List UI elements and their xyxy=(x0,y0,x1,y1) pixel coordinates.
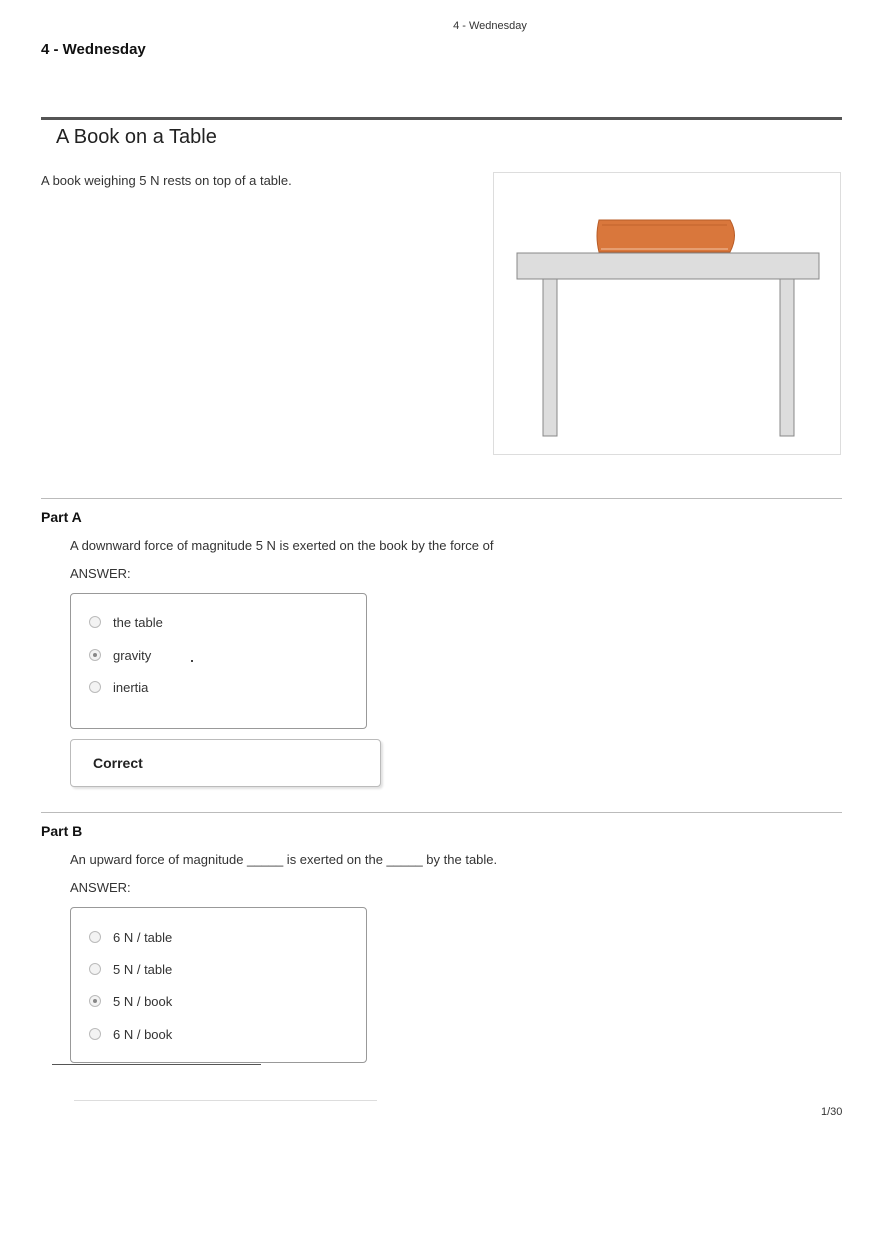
choice-inertia[interactable] xyxy=(89,677,148,697)
part-b-choices xyxy=(70,907,367,1063)
part-a-title: Part A xyxy=(41,509,82,525)
problem-title: A Book on a Table xyxy=(56,126,217,148)
part-a-choices xyxy=(70,593,367,729)
table-leg-left xyxy=(543,279,557,436)
radio-button[interactable] xyxy=(89,616,101,628)
page-number: 1/30 xyxy=(821,1106,843,1118)
stray-dot xyxy=(191,660,193,662)
choice-label: inertia xyxy=(113,679,149,695)
part-b-title: Part B xyxy=(41,823,83,839)
part-b-answer-label: ANSWER: xyxy=(70,880,131,895)
part-a-question: A downward force of magnitude 5 N is exerted on the book by the force of xyxy=(70,538,494,553)
choice-label: the table xyxy=(113,614,163,630)
choice-label: gravity xyxy=(113,647,152,663)
book-on-table-figure xyxy=(493,172,841,455)
table-leg-right xyxy=(780,279,794,436)
choice-6n-book[interactable] xyxy=(89,1024,172,1044)
choice-5n-table[interactable] xyxy=(89,959,172,979)
book-on-table-illustration xyxy=(494,173,840,454)
choice-label: 6 N / table xyxy=(113,929,173,945)
stray-line-dark xyxy=(52,1064,261,1065)
problem-text: A book weighing 5 N rests on top of a table. xyxy=(41,173,292,188)
radio-button[interactable] xyxy=(89,931,101,943)
choice-label: 6 N / book xyxy=(113,1026,173,1042)
part-b-divider xyxy=(41,812,842,813)
radio-button[interactable] xyxy=(89,1028,101,1040)
document-title: 4 - Wednesday xyxy=(41,41,146,58)
part-a-divider xyxy=(41,498,842,499)
part-a-answer-label: ANSWER: xyxy=(70,566,131,581)
feedback-box xyxy=(70,739,381,787)
choice-label: 5 N / book xyxy=(113,993,173,1009)
choice-gravity[interactable] xyxy=(89,645,151,665)
choice-the-table[interactable] xyxy=(89,612,163,632)
part-b-question: An upward force of magnitude _____ is exerted on the _____ by the table. xyxy=(70,852,498,867)
choice-6n-table[interactable] xyxy=(89,927,172,947)
choice-label: 5 N / table xyxy=(113,961,173,977)
title-divider xyxy=(41,117,842,120)
radio-button-selected[interactable] xyxy=(89,649,101,661)
print-header: 4 - Wednesday xyxy=(453,20,527,32)
radio-button[interactable] xyxy=(89,963,101,975)
feedback-text: Correct xyxy=(93,755,143,771)
stray-line-light xyxy=(74,1100,377,1101)
radio-button[interactable] xyxy=(89,681,101,693)
choice-5n-book[interactable] xyxy=(89,991,172,1011)
table-top xyxy=(517,253,819,279)
radio-button-selected[interactable] xyxy=(89,995,101,1007)
